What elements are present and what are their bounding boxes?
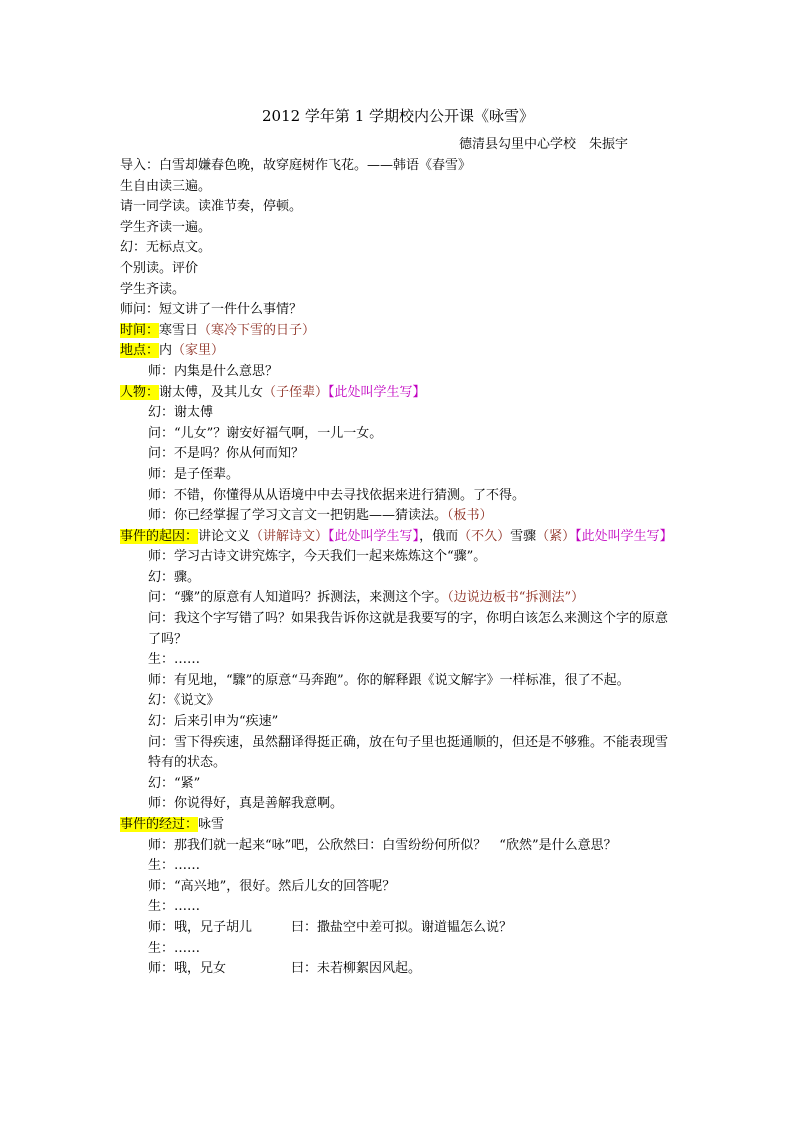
line-text: 师：是子侄辈。 xyxy=(148,466,240,482)
line-text: 生：…… xyxy=(148,652,201,668)
text-line xyxy=(120,465,676,486)
line-text: 请一同学读。读准节奏，停顿。 xyxy=(120,199,303,215)
text-line xyxy=(120,671,676,692)
text-line xyxy=(120,424,676,445)
text-line xyxy=(120,321,676,342)
text-line xyxy=(120,280,676,301)
line-text: 师：那我们就一起来“咏”吧，公欣然曰：白雪纷纷何所似？ “欣然”是什么意思？ xyxy=(148,837,617,853)
line-text: 师问：短文讲了一件什么事情？ xyxy=(120,302,303,318)
highlighted-label: 地点： xyxy=(120,343,160,359)
line-text: 问：“儿女”？谢安好福气啊，一儿一女。 xyxy=(148,425,383,441)
highlighted-label: 人物： xyxy=(120,384,160,400)
text-line xyxy=(120,547,676,568)
line-text: 内 xyxy=(159,343,173,359)
line-text: 师：内集是什么意思？ xyxy=(148,363,279,379)
text-line xyxy=(120,506,676,527)
line-text: 咏雪 xyxy=(198,817,225,832)
line-text: 生自由读三遍。 xyxy=(120,178,212,194)
line-text: 谢太傅，及其儿女 xyxy=(159,384,264,400)
highlighted-label: 时间： xyxy=(120,322,160,338)
highlighted-label: 事件的起因： xyxy=(120,528,199,544)
line-text: 问：我这个字写错了吗？如果我告诉你这就是我要写的字，你明白该怎么来测这个字的原意了吗？ xyxy=(148,611,669,647)
text-line xyxy=(120,588,676,609)
line-text: 问：“骤”的原意有人知道吗？拆测法，来测这个字。 xyxy=(148,590,448,606)
text-line xyxy=(120,774,676,795)
text-line xyxy=(120,609,676,650)
text-line xyxy=(120,486,676,507)
line-text: 幻：《说文》 xyxy=(148,693,220,709)
annotation-text: （家里） xyxy=(172,343,225,359)
text-line xyxy=(120,197,676,218)
line-text: 学生齐读。 xyxy=(120,281,186,297)
line-text: 问：不是吗？你从何而知？ xyxy=(148,446,305,462)
document-page xyxy=(120,105,676,980)
line-text: 幻：谢太傅 xyxy=(148,405,214,421)
annotation-text: （边说边板书“拆测法”） xyxy=(447,590,585,606)
text-line xyxy=(120,300,676,321)
text-line xyxy=(120,568,676,589)
text-line xyxy=(120,650,676,671)
line-text: 幻：骤。 xyxy=(148,569,201,585)
line-text: 师：哦，兄子胡儿 曰：撒盐空中差可拟。谢道韫怎么说？ xyxy=(148,919,513,935)
line-text: 寒雪日 xyxy=(159,322,199,338)
text-line xyxy=(120,177,676,198)
line-text: 生：…… xyxy=(148,899,201,915)
line-text: 个别读。评价 xyxy=(120,260,199,276)
line-text: 学生齐读一遍。 xyxy=(120,219,212,235)
text-line xyxy=(120,444,676,465)
line-text: 师：你已经掌握了学习文言文一把钥匙——猜读法。 xyxy=(148,508,448,524)
text-line xyxy=(120,836,676,857)
text-line xyxy=(120,527,676,548)
text-line xyxy=(120,238,676,259)
line-text: 师：哦，兄女 曰：未若柳絮因风起。 xyxy=(148,961,422,977)
document-body xyxy=(120,156,676,980)
annotation-text: （寒冷下雪的日子） xyxy=(198,322,316,338)
text-line xyxy=(120,156,676,177)
line-text: 导入：白雪却嫌春色晚，故穿庭树作飞花。——韩语《春雪》 xyxy=(120,158,472,173)
text-line xyxy=(120,939,676,960)
text-line xyxy=(120,403,676,424)
text-line xyxy=(120,341,676,362)
text-line xyxy=(120,918,676,939)
line-text: 讲论文义 xyxy=(198,528,251,544)
line-text: 雪骤 xyxy=(510,528,537,544)
line-text: 生：…… xyxy=(148,940,201,956)
annotation-text: 【此处叫学生写】 xyxy=(575,528,673,544)
annotation-text: （讲解诗文） xyxy=(250,528,329,544)
line-text: 幻：无标点文。 xyxy=(120,240,212,256)
text-line xyxy=(120,959,676,980)
text-line xyxy=(120,815,676,836)
annotation-text: （子侄辈） xyxy=(263,384,329,400)
annotation-text: （不久） xyxy=(458,528,511,544)
document-title: 2012 学年第 1 学期校内公开课《咏雪》 xyxy=(261,107,535,125)
text-line xyxy=(120,897,676,918)
text-line xyxy=(120,877,676,898)
text-line xyxy=(120,794,676,815)
document-author: 德清县勾里中心学校 朱振宇 xyxy=(458,137,628,152)
annotation-text: 【此处叫学生写】 xyxy=(328,384,426,400)
text-line xyxy=(120,856,676,877)
line-text: 生：…… xyxy=(148,858,201,874)
text-line xyxy=(120,691,676,712)
line-text: 问：雪下得疾速，虽然翻译得挺正确，放在句子里也挺通顺的，但还是不够雅。不能表现雪特有的状态。 xyxy=(148,734,669,771)
text-line xyxy=(120,218,676,239)
highlighted-label: 事件的经过： xyxy=(120,817,199,832)
line-text: 师：你说得好，真是善解我意啊。 xyxy=(148,796,344,812)
line-text: 师：有见地，“驟”的原意“马奔跑”。你的解释跟《说文解字》一样标准，很了不起。 xyxy=(148,672,630,688)
line-text: 幻：“紧” xyxy=(148,775,201,791)
line-text: 师：不错，你懂得从从语境中中去寻找依据来进行猜测。了不得。 xyxy=(148,487,526,503)
line-text: 幻：后来引申为“疾速” xyxy=(148,714,279,730)
line-text: ，俄而 xyxy=(419,528,459,544)
text-line xyxy=(120,259,676,280)
text-line xyxy=(120,362,676,383)
line-text: 师：“高兴地”，很好。然后儿女的回答呢？ xyxy=(148,878,396,894)
text-line xyxy=(120,733,676,774)
text-line xyxy=(120,712,676,733)
annotation-text: 【此处叫学生写】 xyxy=(328,528,420,544)
line-text: 师：学习古诗文讲究炼字，今天我们一起来炼炼这个“骤”。 xyxy=(148,549,487,565)
annotation-text: （板书） xyxy=(447,508,493,524)
annotation-text: （紧） xyxy=(536,528,576,544)
text-line xyxy=(120,383,676,404)
